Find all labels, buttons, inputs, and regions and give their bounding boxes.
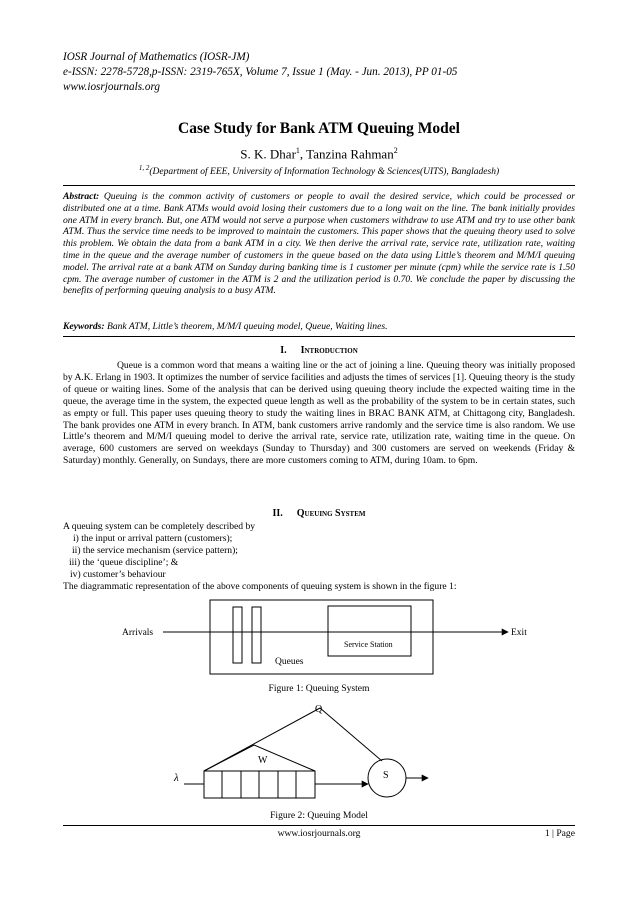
abstract-top-rule bbox=[63, 185, 575, 186]
affiliation-sup: 1, 2 bbox=[138, 164, 150, 172]
abstract bbox=[63, 191, 575, 297]
journal-name: IOSR Journal of Mathematics (IOSR-JM) bbox=[63, 51, 250, 63]
list-item: i) the input or arrival pattern (customers); bbox=[73, 532, 233, 544]
keywords bbox=[63, 321, 575, 332]
queue-bar-2 bbox=[252, 607, 261, 663]
section-2-body bbox=[63, 521, 575, 592]
abstract-bottom-rule bbox=[63, 336, 575, 337]
authors bbox=[0, 146, 638, 162]
author-2: Tanzina Rahman bbox=[306, 146, 394, 162]
queue-bar-1 bbox=[233, 607, 242, 663]
service-station-label: Service Station bbox=[344, 640, 393, 649]
queues-label: Queues bbox=[275, 657, 304, 667]
figure-1-diagram bbox=[63, 598, 575, 678]
section-1-title: Introduction bbox=[300, 345, 358, 356]
figure-2-diagram bbox=[160, 698, 430, 808]
affiliation-text: (Department of EEE, University of Information Technology & Sciences(UITS), Bangladesh) bbox=[149, 167, 500, 178]
q-line-right bbox=[320, 708, 382, 761]
exit-label: Exit bbox=[511, 628, 527, 638]
list-item: iv) customer’s behaviour bbox=[70, 568, 166, 580]
keywords-text: Bank ATM, Little’s theorem, M/M/I queuing model, Queue, Waiting lines. bbox=[104, 321, 388, 332]
section-2-heading bbox=[0, 508, 638, 519]
figure-2-caption: Figure 2: Queuing Model bbox=[270, 810, 368, 821]
author-sep: , bbox=[299, 146, 307, 162]
footer-website[interactable]: www.iosrjournals.org bbox=[277, 828, 361, 839]
lambda-label: λ bbox=[174, 772, 179, 784]
section-1-heading bbox=[0, 345, 638, 356]
journal-website[interactable]: www.iosrjournals.org bbox=[63, 81, 160, 93]
footer-rule bbox=[63, 825, 575, 826]
affiliation bbox=[63, 164, 575, 177]
list-item: ii) the service mechanism (service pattern); bbox=[72, 544, 238, 556]
arrivals-label: Arrivals bbox=[122, 628, 154, 638]
s-label: S bbox=[383, 770, 389, 781]
section-1-body bbox=[63, 360, 575, 467]
section-2-title: Queuing System bbox=[296, 508, 366, 519]
abstract-text: Queuing is the common activity of customers or people to avail the desired service, which could be processed or distributed one at a time. Bank ATMs would avoid losing their customers due to a long wait on the line. The bank initially provides one ATM in every branch. But, one ATM would not serve a purpose when customers withdraw to use ATM and try to use other bank ATM. Thus the service time needs to be improved to maintain the customers. This paper shows that the queuing theory used to solve this problem. We obtain the data from a bank ATM in a city. We then derive the arrival rate, service rate, utilization rate, waiting time in the queue and the average number of customers in the queue based on the data using Little’s theorem and M/M/I queuing model. The arrival rate at a bank ATM on Sunday during banking time is 1 customer per minute (cpm) while the service rate is 1.50 cpm. The average number of customer in the ATM is 2 and the utilization period is 0.70. We conclude the paper by discussing the benefits of performing queuing analysis to a busy ATM. bbox=[63, 191, 575, 297]
page-number: 1 | Page bbox=[544, 828, 575, 839]
author-1-sup: 1 bbox=[295, 146, 300, 155]
section-2-number: II. bbox=[272, 508, 283, 519]
w-line-left bbox=[204, 745, 254, 771]
author-2-sup: 2 bbox=[393, 146, 398, 155]
list-item: iii) the ‘queue discipline’; & bbox=[69, 556, 179, 568]
paper-title: Case Study for Bank ATM Queuing Model bbox=[178, 120, 460, 137]
section-1-number: I. bbox=[280, 345, 287, 356]
journal-issn: e-ISSN: 2278-5728,p-ISSN: 2319-765X, Volume 7, Issue 1 (May. - Jun. 2013), PP 01-05 bbox=[63, 66, 458, 78]
section-2-outro: The diagrammatic representation of the above components of queuing system is shown in the figure 1: bbox=[63, 580, 457, 592]
w-label: W bbox=[258, 755, 268, 766]
figure-1-caption: Figure 1: Queuing System bbox=[268, 683, 370, 694]
abstract-label: Abstract: bbox=[63, 191, 100, 202]
q-label: Q bbox=[315, 704, 323, 715]
section-1-paragraph: Queue is a common word that means a waiting line or the act of joining a line. Queuing theory was initially proposed by A.K. Erlang in 1903. It optimizes the number of service facilities and adjusts the times of services [1]. Queuing theory is the study of queue or waiting lines. Some of the analysis that can be derived using queuing theory include the expected waiting time in the queue, the average time in the system, the expected queue length as well as the probability of the system to be in certain states, such as empty or full. This paper uses queuing theory to study the waiting lines in BRAC BANK ATM, at Chittagong city, Bangladesh. The bank provides one ATM in every branch. In ATM, bank customers arrive randomly and the service time is also random. We use Little’s theorem and M/M/I queuing model to derive the arrival rate, service rate, utilization rate, waiting time in the queue. On average, 600 customers are served on weekdays (Sunday to Thursday) and 300 customers are served on weekends (Friday & Saturday) monthly. Generally, on Sundays, there are more customers coming to ATM, during 10am. to 6pm. bbox=[63, 360, 575, 467]
author-1: S. K. Dhar bbox=[240, 146, 296, 162]
system-boundary bbox=[210, 600, 433, 674]
section-2-intro: A queuing system can be completely described by bbox=[63, 521, 256, 532]
keywords-label: Keywords: bbox=[63, 321, 105, 332]
